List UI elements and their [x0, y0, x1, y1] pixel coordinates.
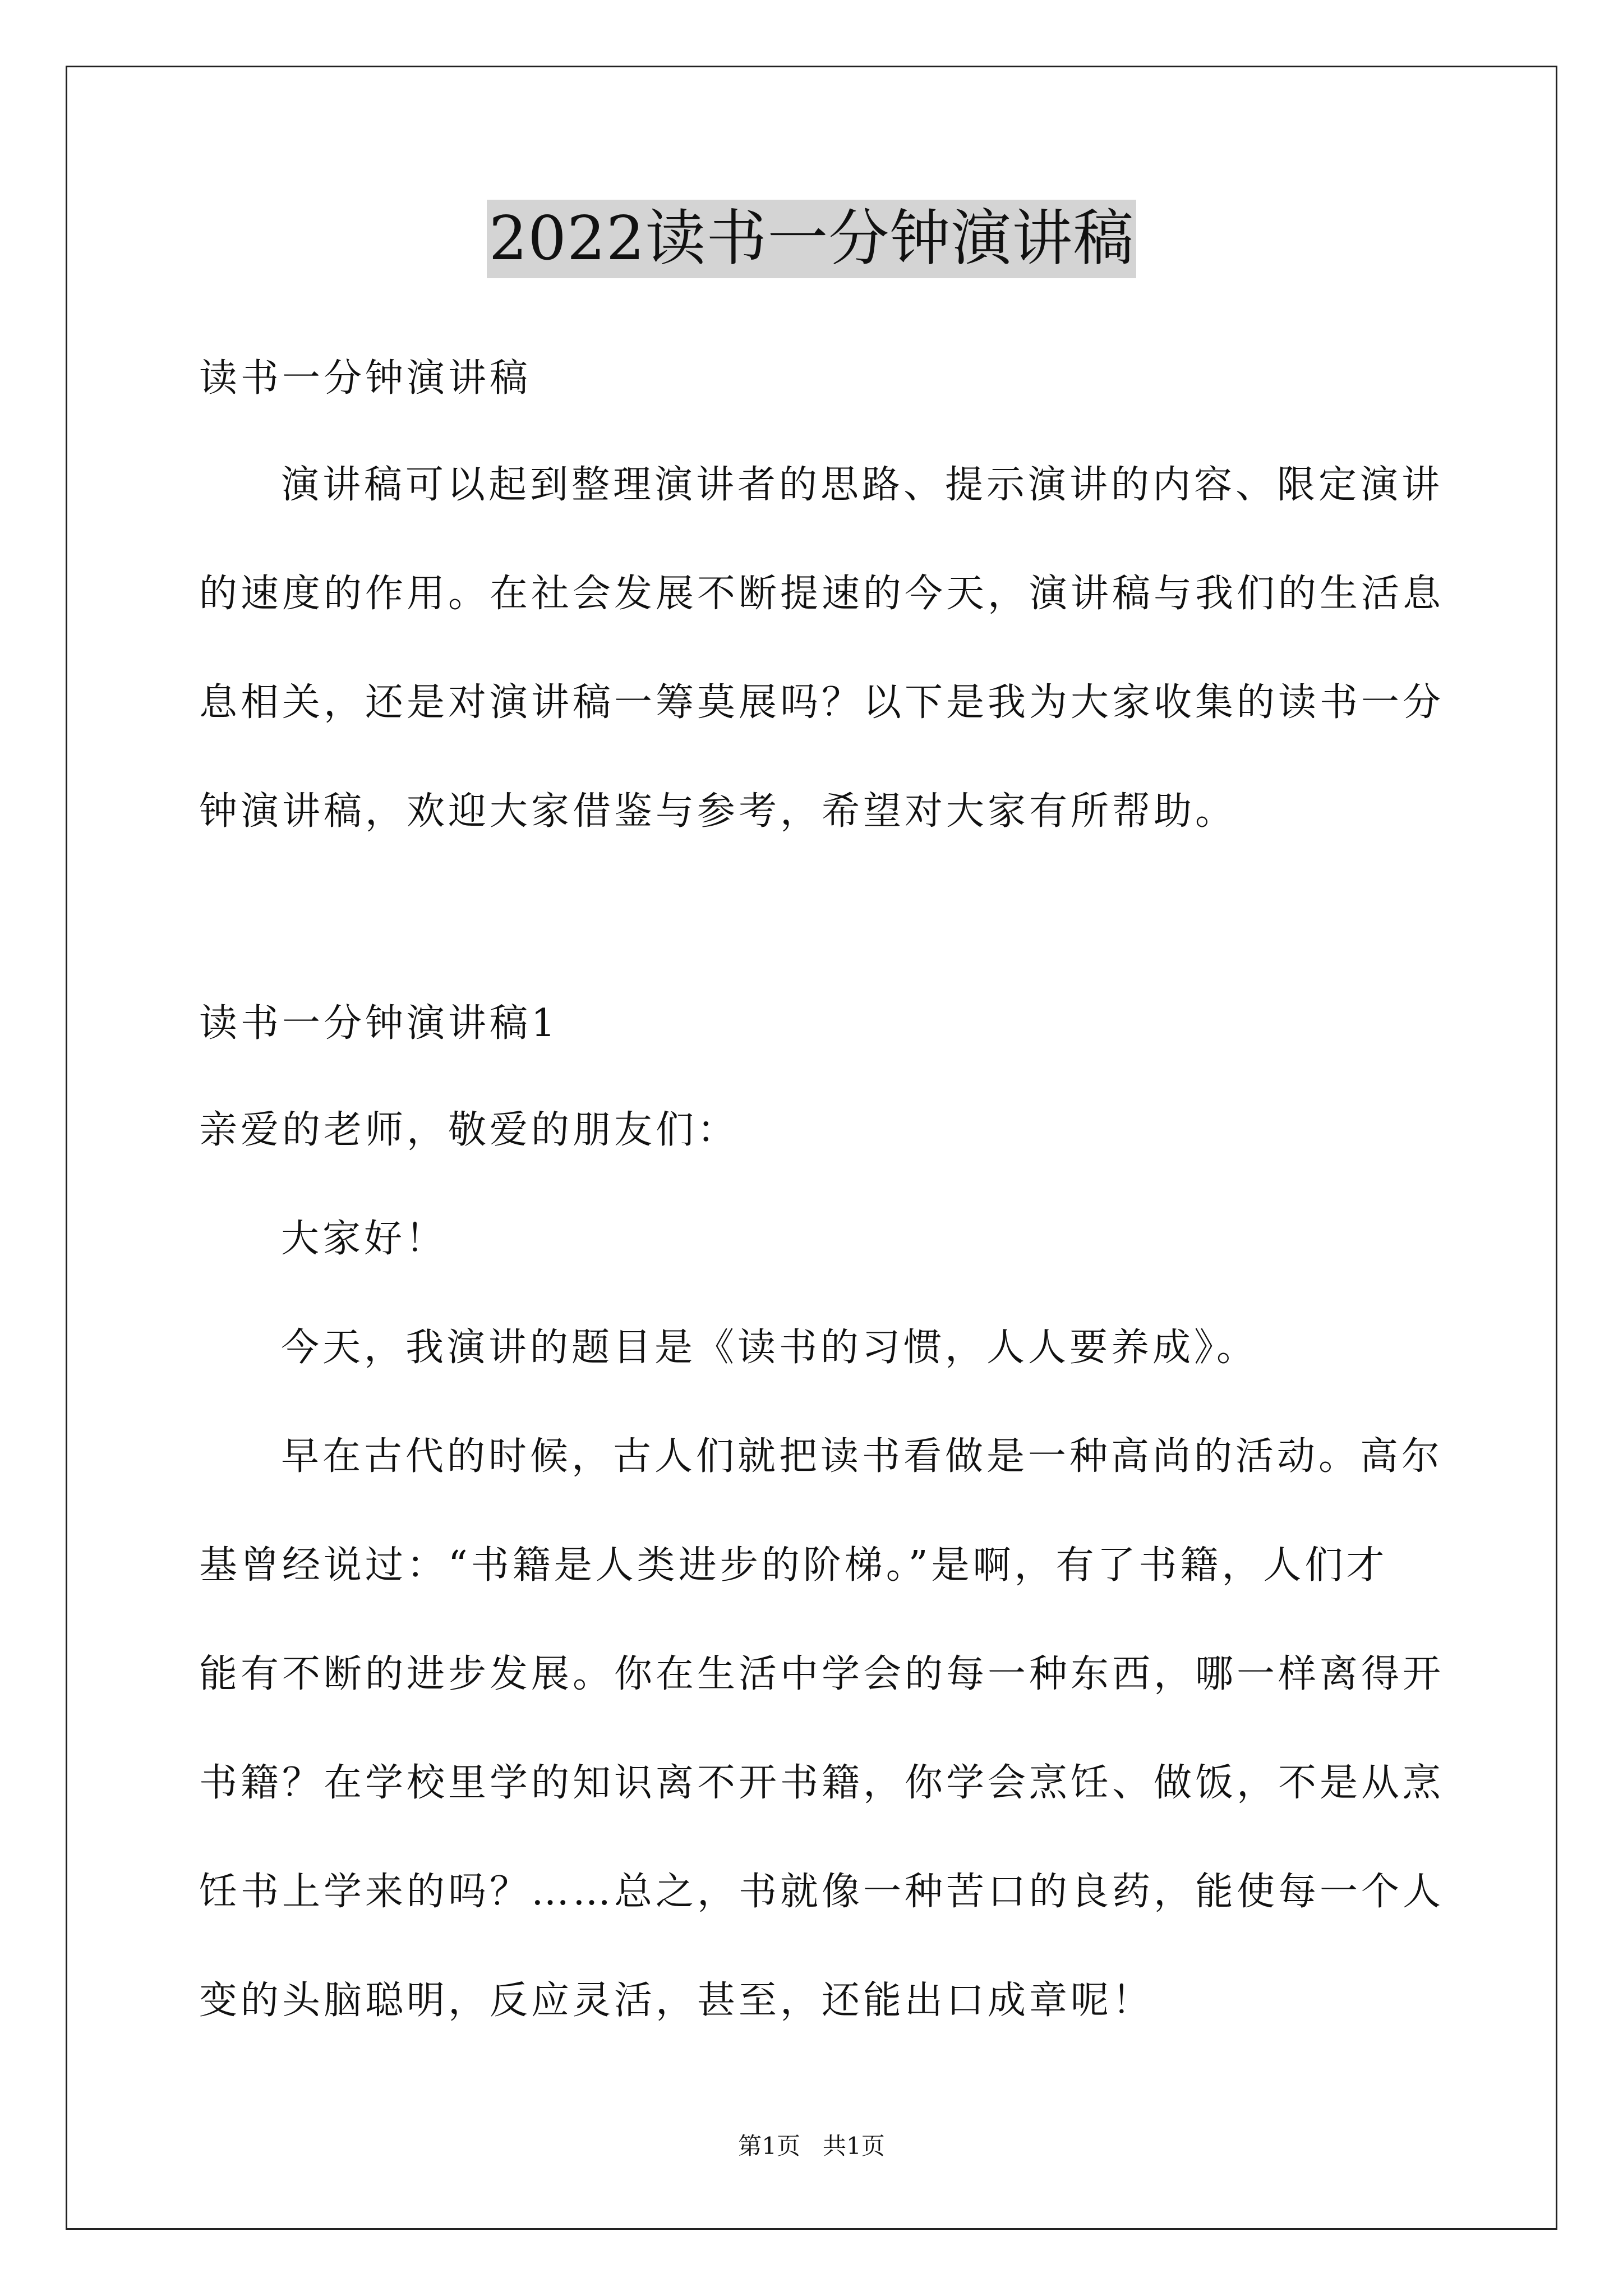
paragraph-line: 息相关，还是对演讲稿一筹莫展吗？以下是我为大家收集的读书一分	[199, 680, 1445, 725]
paragraph-line: 早在古代的时候，古人们就把读书看做是一种高尚的活动。高尔	[281, 1434, 1444, 1479]
paragraph-line: 能有不断的进步发展。你在生活中学会的每一种东西，哪一样离得开	[199, 1652, 1445, 1696]
paragraph-line: 变的头脑聪明，反应灵活，甚至，还能出口成章呢！	[199, 1978, 1154, 2023]
page-footer: 第1页 共1页	[738, 2132, 885, 2160]
paragraph-line: 演讲稿可以起到整理演讲者的思路、提示演讲的内容、限定演讲	[281, 463, 1444, 507]
paragraph-line: 饪书上学来的吗？……总之，书就像一种苦口的良药，能使每一个人	[199, 1870, 1445, 1914]
paragraph-line: 钟演讲稿，欢迎大家借鉴与参考，希望对大家有所帮助。	[199, 789, 1237, 834]
section-heading: 读书一分钟演讲稿	[199, 356, 532, 401]
section-heading: 读书一分钟演讲稿1	[199, 1001, 559, 1046]
document-title: 2022读书一分钟演讲稿	[487, 200, 1137, 278]
greeting: 大家好！	[281, 1217, 448, 1261]
paragraph-line: 的速度的作用。在社会发展不断提速的今天，演讲稿与我们的生活息	[199, 572, 1445, 616]
paragraph-line: 基曾经说过：“书籍是人类进步的阶梯。”是啊，有了书籍，人们才	[199, 1543, 1388, 1588]
paragraph-line: 今天，我演讲的题目是《读书的习惯，人人要养成》。	[281, 1326, 1258, 1370]
paragraph-line: 书籍？在学校里学的知识离不开书籍，你学会烹饪、做饭，不是从烹	[199, 1761, 1445, 1805]
title-block	[199, 200, 1424, 278]
salutation: 亲爱的老师，敬爱的朋友们：	[199, 1108, 739, 1152]
